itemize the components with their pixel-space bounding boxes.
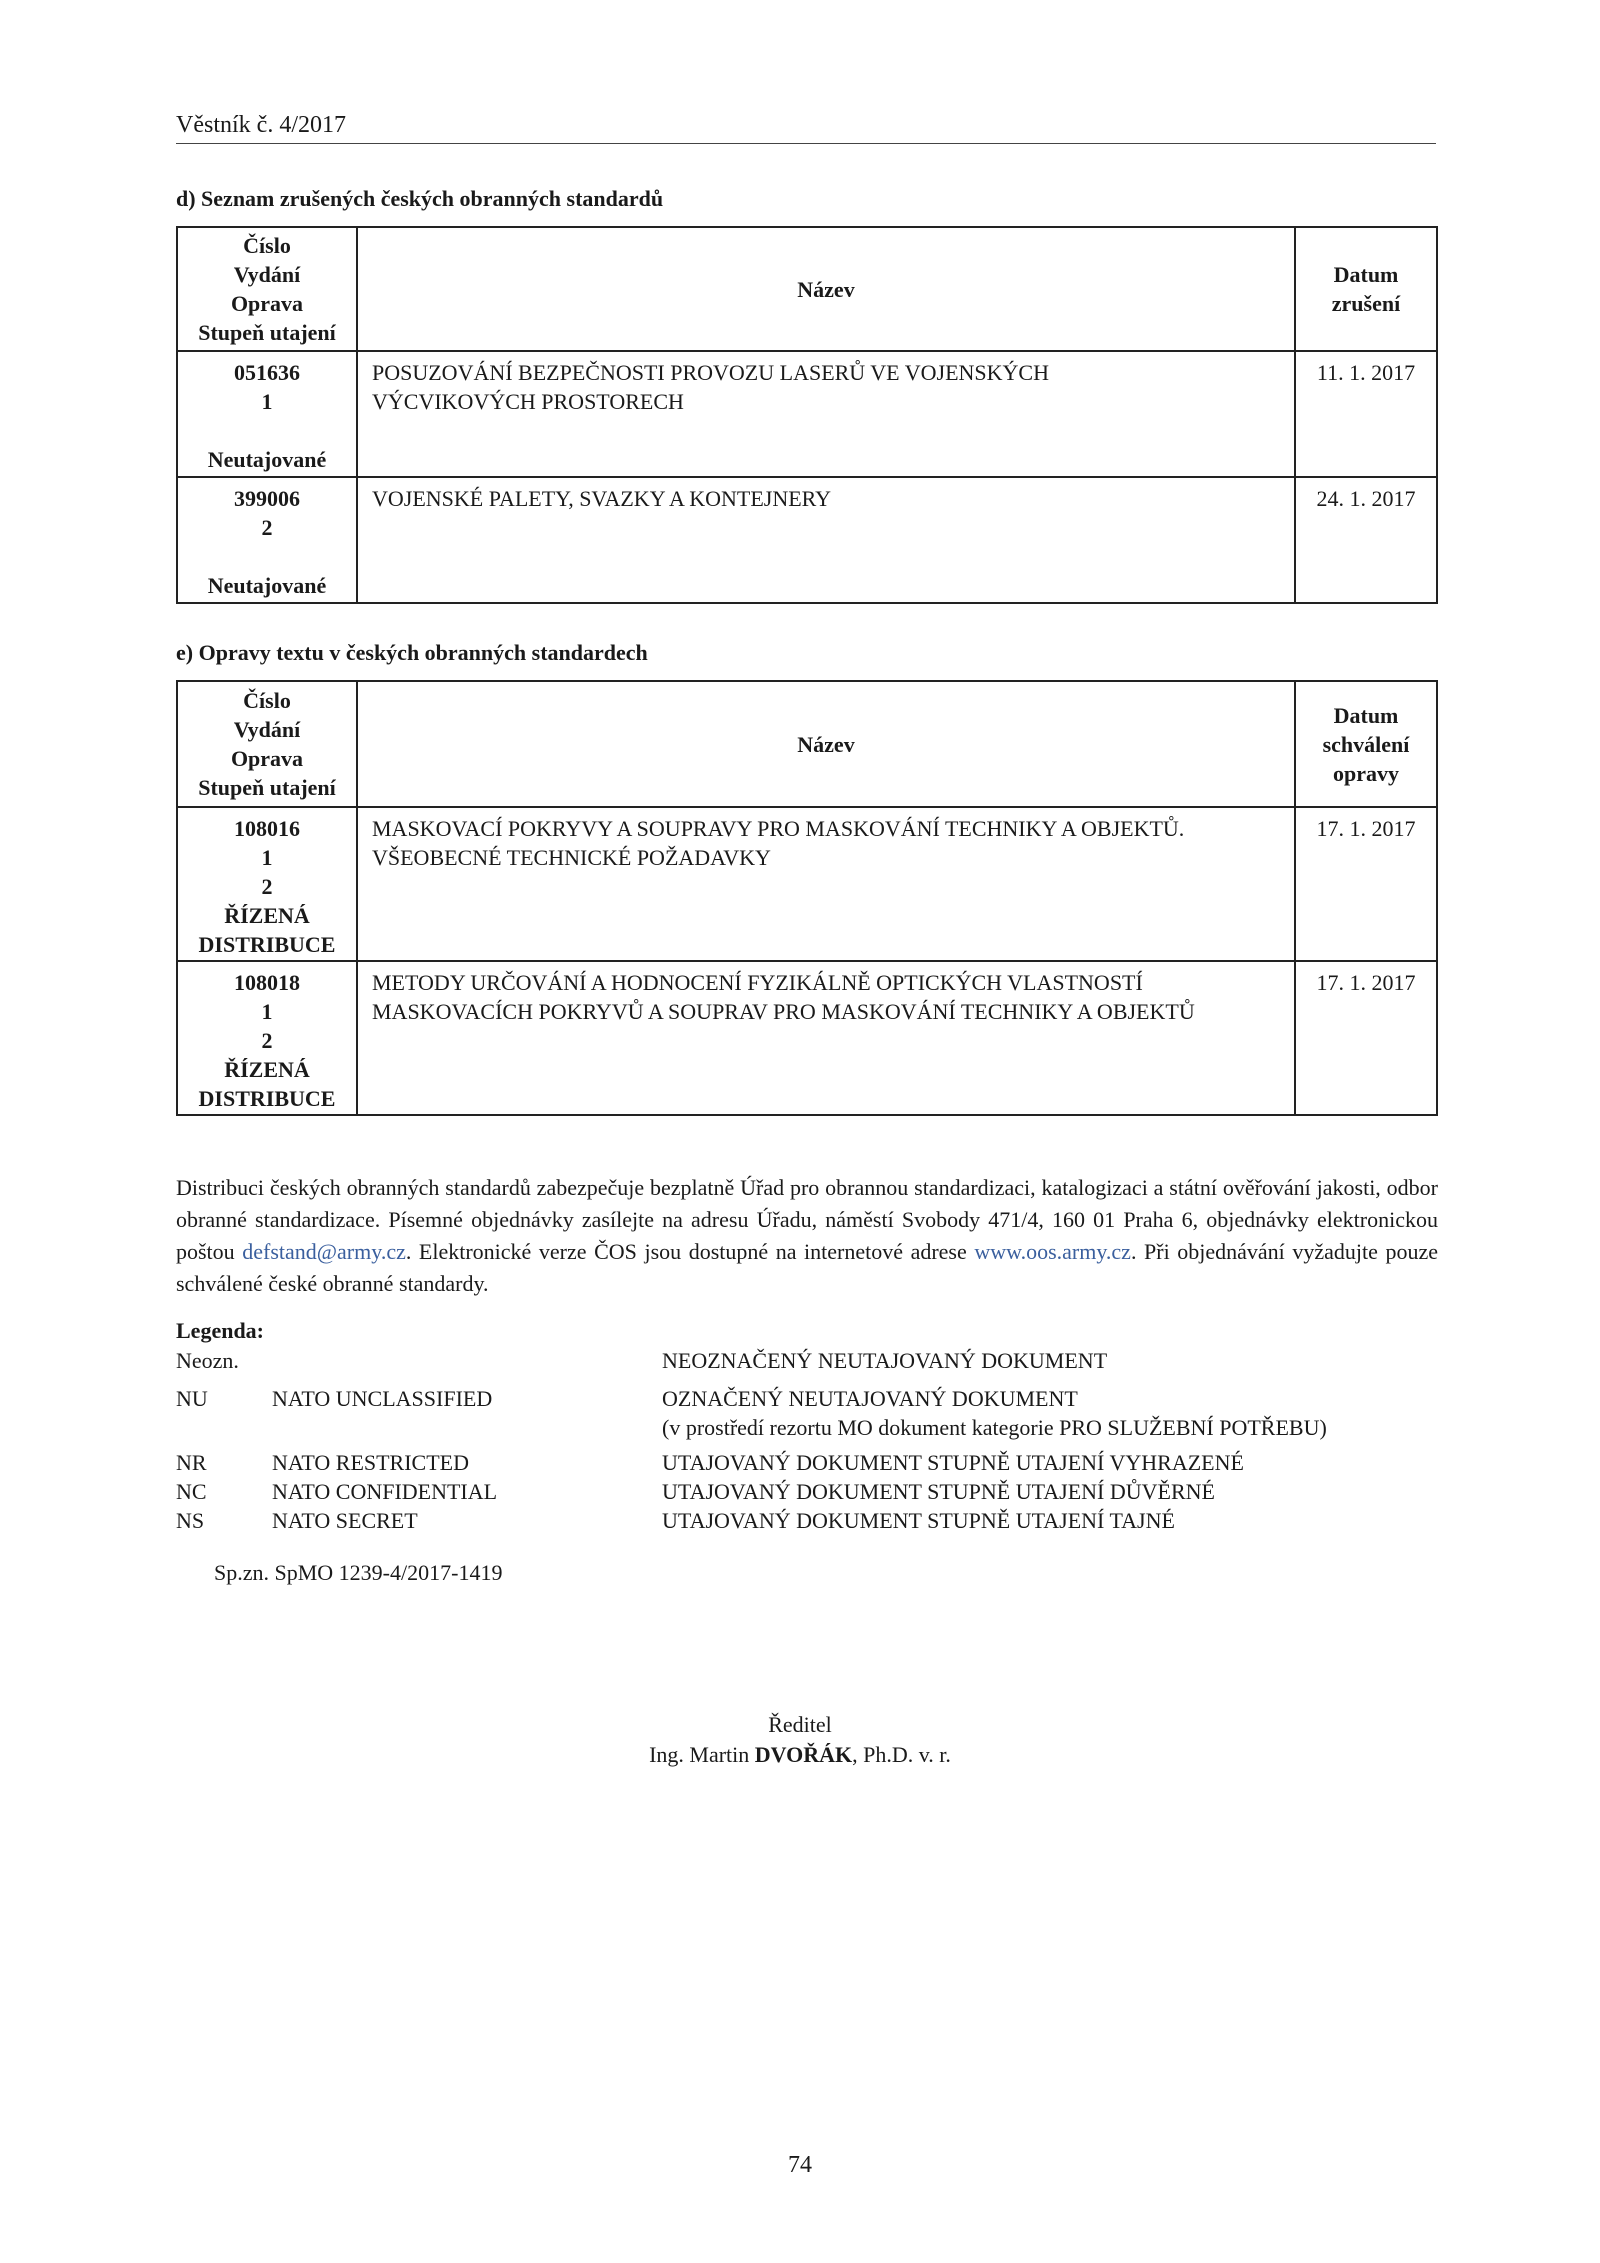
table-row	[177, 351, 1437, 477]
col-header-id	[177, 681, 357, 807]
standard-number: 108016	[234, 816, 300, 841]
classification: Neutajované	[207, 573, 327, 598]
name-cell	[357, 807, 1295, 961]
table-header-row	[177, 681, 1437, 807]
header-line: Datum	[1333, 262, 1399, 287]
name-cell	[357, 477, 1295, 603]
header-line: Číslo	[243, 688, 291, 713]
col-header-name: Název	[357, 227, 1295, 351]
table-row	[177, 807, 1437, 961]
table-header-row	[177, 227, 1437, 351]
legend-meaning: NEOZNAČENÝ NEUTAJOVANÝ DOKUMENT	[662, 1348, 1108, 1373]
edition: 1	[261, 389, 273, 414]
surname: DVOŘÁK	[754, 1742, 853, 1767]
col-header-date	[1295, 681, 1437, 807]
correction: 2	[261, 874, 273, 899]
col-header-date	[1295, 227, 1437, 351]
legend-meaning: UTAJOVANÝ DOKUMENT STUPNĚ UTAJENÍ DŮVĚRNÉ	[662, 1479, 1215, 1504]
id-cell	[177, 477, 357, 603]
date-cell: 11. 1. 2017	[1295, 351, 1437, 477]
header-line: Oprava	[230, 746, 304, 771]
corrections-table	[176, 680, 1438, 1116]
id-cell	[177, 961, 357, 1115]
edition: 2	[261, 515, 273, 540]
legend-note: (v prostředí rezortu MO dokument kategorie PRO SLUŽEBNÍ POTŘEBU)	[662, 1415, 1327, 1440]
header-line: Stupeň utajení	[198, 320, 336, 345]
section-d-title: d) Seznam zrušených českých obranných standardů	[176, 186, 664, 211]
classification: Neutajované	[207, 447, 327, 472]
table-row	[177, 961, 1437, 1115]
legend-nato: NATO RESTRICTED	[272, 1450, 469, 1475]
header-line: Stupeň utajení	[198, 775, 336, 800]
legend-meaning: OZNAČENÝ NEUTAJOVANÝ DOKUMENT	[662, 1386, 1078, 1411]
distribution-paragraph	[176, 1172, 1438, 1300]
edition: 1	[261, 999, 273, 1024]
date-cell: 17. 1. 2017	[1295, 807, 1437, 961]
legend-code: NC	[176, 1479, 207, 1504]
name-line: VÝCVIKOVÝCH PROSTORECH	[372, 389, 684, 414]
page-number: 74	[788, 2152, 812, 2178]
name-line: VOJENSKÉ PALETY, SVAZKY A KONTEJNERY	[372, 486, 832, 511]
header-line: schválení	[1322, 731, 1410, 757]
signature-role: Ředitel	[768, 1712, 832, 1737]
reference-number: Sp.zn. SpMO 1239-4/2017-1419	[214, 1560, 503, 1585]
name-suffix: , Ph.D. v. r.	[852, 1742, 951, 1767]
standard-number: 108018	[234, 970, 300, 995]
distribution-text: . Elektronické verze ČOS jsou dostupné na internetové adrese	[405, 1239, 975, 1264]
signature-name	[0, 1742, 1600, 1768]
id-cell	[177, 351, 357, 477]
email-link[interactable]: defstand@army.cz	[242, 1239, 406, 1264]
header-line: Datum	[1333, 702, 1399, 728]
name-line: MASKOVACÍCH POKRYVŮ A SOUPRAV PRO MASKOVÁNÍ TECHNIKY A OBJEKTŮ	[372, 999, 1195, 1024]
table-row	[177, 477, 1437, 603]
legend-code: NS	[176, 1508, 205, 1533]
col-header-name: Název	[357, 681, 1295, 807]
classification: DISTRIBUCE	[198, 932, 336, 957]
legend-nato: NATO SECRET	[272, 1508, 418, 1533]
header-line: Oprava	[230, 291, 304, 316]
header-line: opravy	[1333, 760, 1399, 786]
classification: ŘÍZENÁ	[224, 1057, 310, 1082]
legend-nato: NATO UNCLASSIFIED	[272, 1386, 493, 1411]
header-line: Číslo	[243, 233, 291, 258]
correction: 2	[261, 1028, 273, 1053]
name-cell	[357, 961, 1295, 1115]
section-e-title: e) Opravy textu v českých obranných standardech	[176, 640, 648, 665]
header-line: Vydání	[233, 262, 301, 287]
name-line: VŠEOBECNÉ TECHNICKÉ POŽADAVKY	[372, 845, 771, 870]
legend-code: NU	[176, 1386, 208, 1411]
distribution-text: Distribuci českých obranných standardů zabezpečuje bezplatně Úřad pro obrannou standardizaci, katalogizaci a státní ověřování jakosti, odbor obranné standardizace. Písemné objednávky zasílejte na adresu Úřadu, náměstí Svobody 471/4, 160 01 Praha 6, objednávky elektronickou poštou	[176, 1175, 1438, 1264]
header-line: zrušení	[1331, 291, 1401, 316]
standard-number: 051636	[234, 360, 300, 385]
date-cell: 17. 1. 2017	[1295, 961, 1437, 1115]
name-line: METODY URČOVÁNÍ A HODNOCENÍ FYZIKÁLNĚ OPTICKÝCH VLASTNOSTÍ	[372, 970, 1143, 995]
name-line: MASKOVACÍ POKRYVY A SOUPRAVY PRO MASKOVÁNÍ TECHNIKY A OBJEKTŮ.	[372, 816, 1185, 841]
classification: ŘÍZENÁ	[224, 903, 310, 928]
legend-title: Legenda:	[176, 1318, 264, 1343]
journal-header: Věstník č. 4/2017	[176, 112, 1436, 144]
date-cell: 24. 1. 2017	[1295, 477, 1437, 603]
website-link[interactable]: www.oos.army.cz	[974, 1239, 1131, 1264]
id-cell	[177, 807, 357, 961]
standard-number: 399006	[234, 486, 300, 511]
legend-code: Neozn.	[176, 1348, 239, 1373]
name-cell	[357, 351, 1295, 477]
legend-nato: NATO CONFIDENTIAL	[272, 1479, 498, 1504]
classification: DISTRIBUCE	[198, 1086, 336, 1111]
distribution-text: . Při objednávání vyžadujte pouze schválené české obranné standardy.	[176, 1239, 1438, 1296]
edition: 1	[261, 845, 273, 870]
name-line: POSUZOVÁNÍ BEZPEČNOSTI PROVOZU LASERŮ VE VOJENSKÝCH	[372, 360, 1049, 385]
cancelled-standards-table	[176, 226, 1438, 604]
header-line: Vydání	[233, 717, 301, 742]
legend-code: NR	[176, 1450, 207, 1475]
legend-meaning: UTAJOVANÝ DOKUMENT STUPNĚ UTAJENÍ TAJNÉ	[662, 1508, 1175, 1533]
legend-meaning: UTAJOVANÝ DOKUMENT STUPNĚ UTAJENÍ VYHRAZENÉ	[662, 1450, 1244, 1475]
name-prefix: Ing. Martin	[649, 1742, 755, 1767]
col-header-id	[177, 227, 357, 351]
